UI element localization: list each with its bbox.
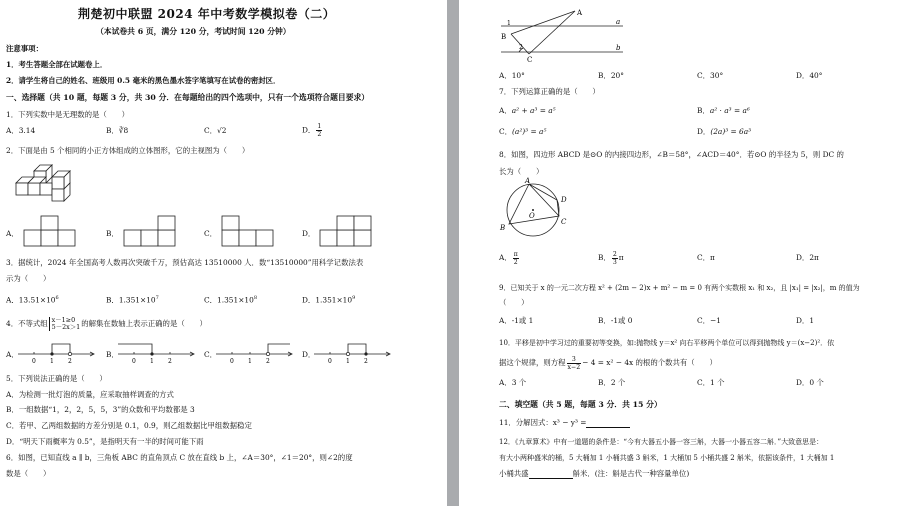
answer-blank[interactable] <box>586 420 630 428</box>
question-6-option-a: A．10° <box>499 71 525 80</box>
question-10-option-a: A．3 个 <box>499 378 527 387</box>
option-mantissa: 1.351×10 <box>118 295 156 305</box>
question-6-option-d: D．40° <box>796 71 823 80</box>
numerator: 2 <box>612 250 617 258</box>
denominator: x−2 <box>567 363 581 371</box>
question-5-option-c: C．若甲、乙两组数据的方差分别是 0.1，0.9，则乙组数据比甲组数据稳定 <box>6 421 252 430</box>
question-4-option-a-label: A． <box>6 350 19 359</box>
option-label: D． <box>796 253 810 262</box>
option-label: A． <box>499 253 512 262</box>
question-4-option-b-label: B． <box>106 350 119 359</box>
option-expression: (2a)³ = 6a³ <box>710 127 752 136</box>
question-12-stem: 12．《九章算术》中有一道题的条件是：“今有大器五小器一容三斛，大器一小器五容二斛．”大致意思是： <box>499 438 824 446</box>
question-8-option-a <box>499 248 520 268</box>
question-1-option-b <box>106 126 128 136</box>
question-1-option-c <box>204 126 226 136</box>
stem-suffix: 的解集在数轴上表示正确的是（ ） <box>81 319 207 328</box>
question-3-option-d <box>302 293 355 305</box>
question-9-option-a: A．-1或 1 <box>499 316 534 325</box>
numerator: 1 <box>317 123 322 130</box>
fraction <box>316 123 322 138</box>
inscribed-quadrilateral-figure <box>499 177 599 240</box>
question-10-stem-cont <box>499 354 717 372</box>
option-exponent: 8 <box>253 295 257 301</box>
question-5-stem: 5．下列说法正确的是（ ） <box>6 374 107 383</box>
tick-label: 0 <box>328 358 332 365</box>
tick-label: 1 <box>50 358 54 365</box>
option-label: B． <box>106 126 119 135</box>
question-2-option-a-label: A． <box>6 229 19 238</box>
question-3-stem-cont: 示为（ ） <box>6 274 51 283</box>
point-label: C <box>527 56 533 64</box>
question-9-stem-cont: （ ） <box>499 298 529 307</box>
numerator: 3 <box>567 356 582 364</box>
option-mantissa: 13.51×10 <box>18 295 56 305</box>
answer-blank[interactable] <box>529 471 573 479</box>
question-9-option-d: D．1 <box>796 316 815 325</box>
option-label: D． <box>302 295 316 305</box>
page-gutter <box>447 0 459 506</box>
tick-label: 1 <box>346 358 350 365</box>
point-label: A <box>577 9 583 17</box>
question-8-option-b <box>598 248 624 268</box>
question-10-option-c: C．1 个 <box>697 378 725 387</box>
question-5-option-a: A．为检测一批灯泡的质量，应采取抽样调查的方式 <box>6 390 174 399</box>
option-mantissa: 1.351×10 <box>315 295 353 305</box>
question-8-option-d <box>796 253 819 263</box>
option-label: B． <box>106 295 119 305</box>
stem-prefix: 小桶共盛 <box>499 469 529 478</box>
option-exponent: 6 <box>55 295 59 301</box>
numerator: π <box>513 250 518 258</box>
option-expression: a² + a³ = a⁵ <box>511 106 556 115</box>
inequality-system <box>49 317 81 331</box>
angle-label: 1 <box>507 20 511 27</box>
point-label: C <box>561 218 567 226</box>
question-9-option-c: C．−1 <box>697 316 721 325</box>
question-3-option-a <box>6 293 59 305</box>
angle-label: 2 <box>519 44 523 51</box>
option-label: B． <box>697 106 710 115</box>
section-heading-choice: 一、选择题（共 10 题，每题 3 分，共 30 分．在每题给出的四个选项中，只有一个选项符合题目要求） <box>6 93 370 102</box>
option-suffix: π <box>618 253 624 262</box>
cube-solid-figure <box>12 163 78 205</box>
note-item: 1．考生答题全部在试题卷上． <box>6 60 108 69</box>
tick-label: 2 <box>266 358 270 365</box>
point-label: D <box>561 196 567 204</box>
option-label: D． <box>302 125 316 135</box>
question-7-option-d <box>697 127 751 137</box>
question-6-stem-cont: 数是（ ） <box>6 469 51 478</box>
stem-suffix: 斛米．(注：斛是古代一种容量单位) <box>572 469 690 478</box>
question-5-option-d: D．“明天下雨概率为 0.5”，是指明天有一半的时间可能下雨 <box>6 437 204 446</box>
fraction <box>567 356 582 371</box>
tick-label: 1 <box>248 358 252 365</box>
number-line-option-b <box>116 340 198 366</box>
option-label: C． <box>204 295 218 305</box>
question-3-stem: 3．据统计，2024 年全国高考人数再次突破千万，预估高达 13510000 人．数“13510000”用科学记数法表 <box>6 258 364 267</box>
exam-page-right <box>459 0 900 506</box>
tick-label: 1 <box>150 358 154 365</box>
tick-label: 2 <box>68 358 72 365</box>
question-3-option-c <box>204 293 257 305</box>
question-9-option-b: B．-1或 0 <box>598 316 633 325</box>
question-4-stem <box>6 316 207 332</box>
question-2-option-c-label: C． <box>204 229 218 238</box>
fraction <box>513 251 519 266</box>
question-4-option-c-label: C． <box>204 350 218 359</box>
question-5-option-b: B．一组数据“1，2，2，5，5，3”的众数和平均数都是 3 <box>6 405 195 414</box>
question-10-option-b: B．2 个 <box>598 378 626 387</box>
option-mantissa: 1.351×10 <box>217 295 254 305</box>
stem-prefix: 4．不等式组 <box>6 319 48 328</box>
stem-prefix: 据这个规律，则方程 <box>499 358 566 367</box>
tick-label: 0 <box>230 358 234 365</box>
notes-heading: 注意事项： <box>6 44 43 53</box>
option-value: ∛8 <box>118 126 129 135</box>
question-2-option-d-label: D． <box>302 229 316 238</box>
option-value: 2π <box>809 253 819 262</box>
option-label: D． <box>697 127 711 136</box>
option-label: C． <box>697 253 711 262</box>
tick-label: 0 <box>32 358 36 365</box>
question-7-option-b <box>697 106 750 116</box>
option-value: √2 <box>217 126 227 135</box>
option-label: C． <box>204 126 218 135</box>
tick-label: 2 <box>364 358 368 365</box>
question-7-option-c <box>499 127 546 137</box>
point-label: O <box>529 212 535 220</box>
number-line-option-c <box>214 340 296 366</box>
question-2-stem: 2．下面是由 5 个相同的小正方体组成的立体图形，它的主视图为（ ） <box>6 146 250 155</box>
front-view-option-d <box>318 216 374 248</box>
question-3-option-b <box>106 293 159 305</box>
option-expression: (a²)³ = a⁵ <box>512 127 547 136</box>
section-heading-fill: 二、填空题（共 5 题，每题 3 分．共 15 分） <box>499 400 662 409</box>
option-value: π <box>710 253 715 262</box>
denominator: 2 <box>513 258 518 266</box>
exam-page-left <box>0 0 447 506</box>
stem-suffix: − 4 = x² − 4x 的根的个数共有（ ） <box>582 358 717 367</box>
question-1-option-a: A．3.14 <box>6 126 36 135</box>
question-4-option-d-label: D． <box>302 350 316 359</box>
denominator: 3 <box>612 258 617 266</box>
inequality-1: x－1≥0 <box>51 316 76 324</box>
inequality-2: 5－2x＞1 <box>51 323 81 331</box>
question-12-stem-end <box>499 469 689 479</box>
question-7-option-a <box>499 106 556 116</box>
line-label: a <box>616 18 621 26</box>
option-label: A． <box>6 295 19 305</box>
fraction <box>612 251 618 266</box>
question-1-option-d <box>302 123 323 138</box>
front-view-option-c <box>220 216 276 248</box>
question-6-option-c: C．30° <box>697 71 724 80</box>
question-9-stem: 9．已知关于 x 的一元二次方程 x² + (2m − 2)x + m² − m = 0 有两个实数根 x₁ 和 x₂，且 |x₁| = |x₂|，m 的值为 <box>499 284 860 292</box>
option-label: B． <box>598 253 611 262</box>
question-12-stem-cont: 有大小两种盛米的桶，5 大桶加 1 小桶共盛 3 斛米，1 大桶加 5 小桶共盛 2 斛米，依据该条件，1 大桶加 1 <box>499 454 835 462</box>
number-line-option-d <box>312 340 394 366</box>
note-item: 2．请学生将自己的姓名、班级用 0.5 毫米的黑色墨水签字笔填写在试卷的密封区． <box>6 76 281 85</box>
question-8-stem-cont: 长为（ ） <box>499 167 544 176</box>
number-line-option-a <box>16 340 98 366</box>
point-label: B <box>500 224 506 232</box>
option-label: A． <box>499 106 512 115</box>
question-10-option-d: D．0 个 <box>796 378 824 387</box>
question-10-stem: 10．平移是初中学习过的重要初等变换，如:抛物线 y＝x² 向右平移两个单位可以得到抛物线 y＝(x−2)²．依 <box>499 339 835 347</box>
tick-label: 0 <box>132 358 136 365</box>
question-11-stem <box>499 418 630 428</box>
stem-text: 11．分解因式：x³ − y³ = <box>499 418 587 427</box>
exam-title: 荆楚初中联盟 2024 年中考数学模拟卷（二） <box>78 7 336 21</box>
option-exponent: 7 <box>155 295 159 301</box>
question-2-option-b-label: B． <box>106 229 119 238</box>
question-8-stem: 8．如图，四边形 ABCD 是⊙O 的内接四边形，∠B＝58°，∠ACD＝40°．若⊙O 的半径为 5，则 DC 的 <box>499 150 844 159</box>
exam-subtitle: （本试卷共 6 页，满分 120 分，考试时间 120 分钟） <box>96 27 291 36</box>
option-expression: a² · a³ = a⁶ <box>709 106 750 115</box>
option-label: C． <box>499 127 513 136</box>
point-label: A <box>525 177 531 185</box>
tick-label: 2 <box>168 358 172 365</box>
option-exponent: 9 <box>352 295 356 301</box>
question-7-stem: 7．下列运算正确的是（ ） <box>499 87 600 96</box>
question-6-option-b: B．20° <box>598 71 624 80</box>
question-6-stem: 6．如图，已知直线 a ∥ b，三角板 ABC 的直角顶点 C 放在直线 b 上，∠A＝30°，∠1＝20°，则∠2的度 <box>6 453 353 462</box>
front-view-option-b <box>122 216 178 248</box>
question-1-stem: 1．下列实数中是无理数的是（ ） <box>6 110 129 119</box>
denominator: 2 <box>317 131 322 138</box>
question-8-option-c <box>697 253 715 263</box>
parallel-lines-triangle-figure <box>497 8 627 62</box>
front-view-option-a <box>22 216 78 248</box>
line-label: b <box>616 44 621 52</box>
point-label: B <box>501 33 507 41</box>
